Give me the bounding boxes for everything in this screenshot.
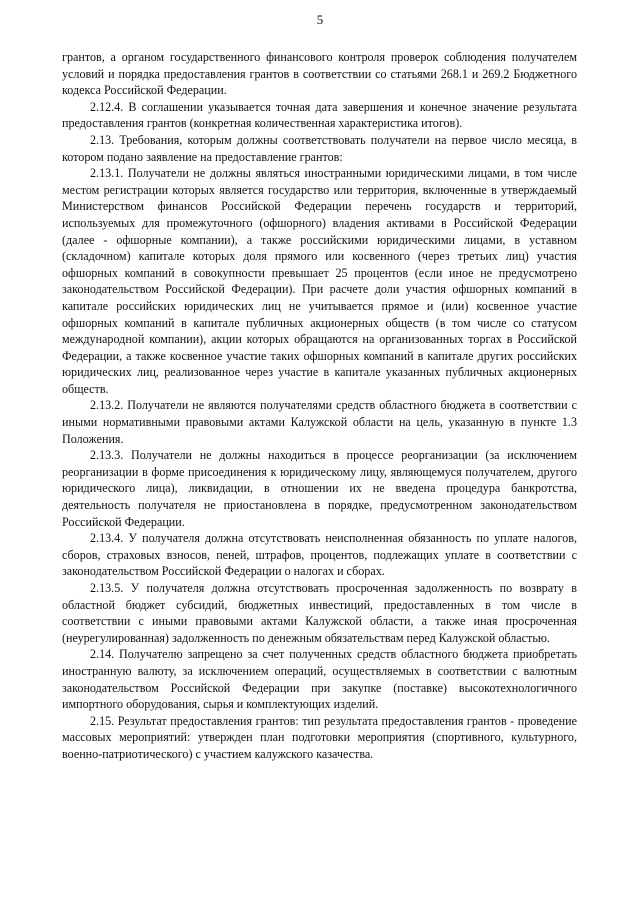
paragraph-2-13-1: 2.13.1. Получатели не должны являться иностранными юридическими лицами, в том числе местом регистрации которых является государство или территория, включенные в утверждаемый Министерством финансов Российской Федерации перечень государств и территорий, используемых для промежуточного (офшорного) владения активами в Российской Федерации (далее - офшорные компании), а также российскими юридическими лицами, в уставном (складочном) капитале которых доля прямого или косвенного (через третьих лиц) участия офшорных компаний в совокупности превышает 25 процентов (если иное не предусмотрено законодательством Российской Федерации). При расчете доли участия офшорных компаний в капитале российских юридических лиц не учитывается прямое и (или) косвенное участие офшорных компаний в капитале публичных акционерных обществ (в том числе со статусом международной компании), акции которых обращаются на организованных торгах в Российской Федерации, а также косвенное участие таких офшорных компаний в капитале других российских юридических лиц, реализованное через участие в капитале указанных публичных акционерных обществ. [62, 166, 577, 396]
document-body [62, 49, 577, 763]
paragraph-2-14: 2.14. Получателю запрещено за счет полученных средств областного бюджета приобретать иностранную валюту, за исключением операций, осуществляемых в соответствии с валютным законодательством Российской Федерации при закупке (поставке) высокотехнологичного импортного оборудования, сырья и комплектующих изделий. [62, 647, 577, 712]
paragraph-2-12-4: 2.12.4. В соглашении указывается точная дата завершения и конечное значение результата предоставления грантов (конкретная количественная характеристика итогов). [62, 99, 577, 131]
paragraph-2-13-2: 2.13.2. Получатели не являются получателями средств областного бюджета в соответствии с иными нормативными правовыми актами Калужской области на цель, указанную в пункте 1.3 Положения. [62, 398, 577, 446]
paragraph-2-13-3: 2.13.3. Получатели не должны находиться в процессе реорганизации (за исключением реорганизации в форме присоединения к юридическому лицу, являющемуся получателем, другого юридического лица), ликвидации, в отношении их не введена процедура банкротства, деятельность получателя не приостановлена в порядке, предусмотренном законодательством Российской Федерации. [62, 448, 577, 529]
paragraph-2-13: 2.13. Требования, которым должны соответствовать получатели на первое число месяца, в котором подано заявление на предоставление грантов: [62, 132, 577, 164]
paragraph-continuation: грантов, а органом государственного финансового контроля проверок соблюдения получателем условий и порядка предоставления грантов в соответствии со статьями 268.1 и 269.2 Бюджетного кодекса Российской Федерации. [62, 50, 577, 98]
paragraph-2-13-5: 2.13.5. У получателя должна отсутствовать просроченная задолженность по возврату в областной бюджет субсидий, бюджетных инвестиций, предоставленных в том числе в соответствии с иными правовыми актами Калужской области, а также иная просроченная (неурегулированная) задолженность по денежным обязательствам перед Калужской областью. [62, 581, 577, 645]
page-number: 5 [316, 12, 324, 27]
paragraph-2-13-4: 2.13.4. У получателя должна отсутствовать неисполненная обязанность по уплате налогов, сборов, страховых взносов, пеней, штрафов, процентов, подлежащих уплате в соответствии с законодательством Российской Федерации о налогах и сборах. [62, 531, 577, 579]
paragraph-2-15: 2.15. Результат предоставления грантов: тип результата предоставления грантов - проведение массовых мероприятий: утвержден план подготовки мероприятия (спортивного, культурного, военно-патриотического) с участием калужского казачества. [62, 713, 577, 761]
